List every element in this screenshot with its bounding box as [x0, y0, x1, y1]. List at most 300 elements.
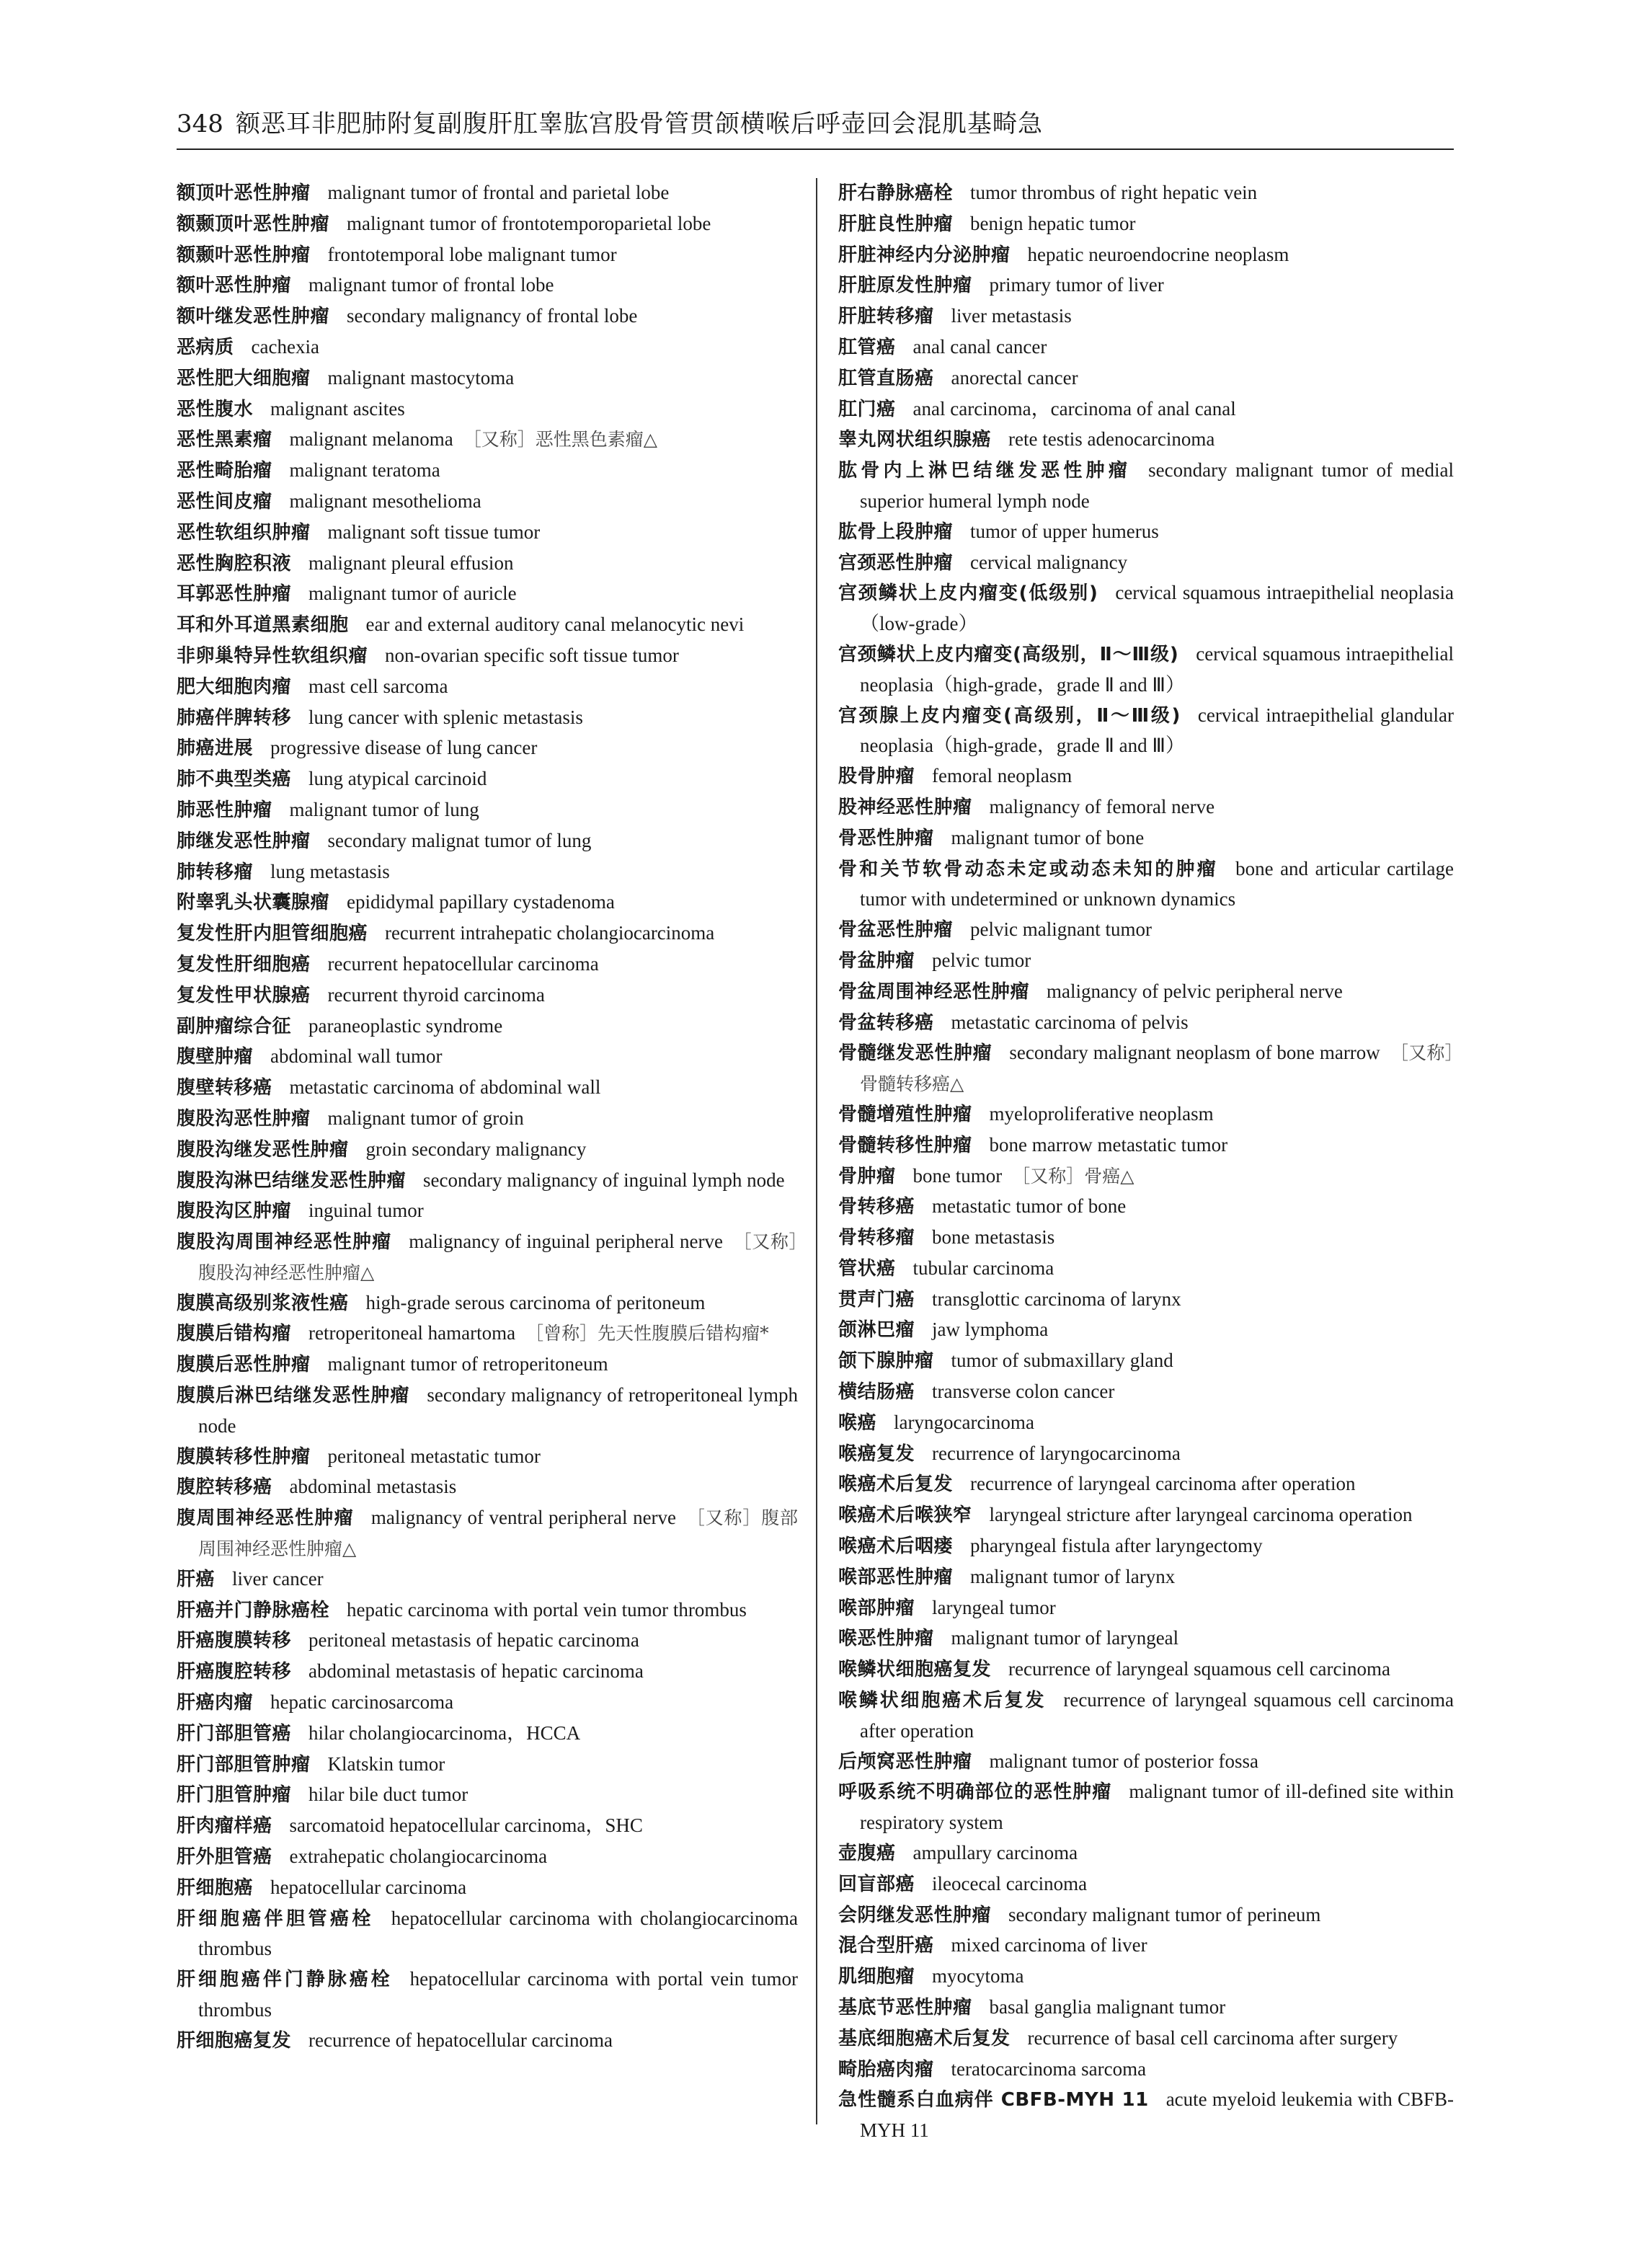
glossary-entry [177, 1564, 798, 1595]
entry-definition: malignant tumor of larynx [970, 1565, 1176, 1587]
entry-definition: abdominal wall tumor [270, 1045, 443, 1068]
entry-term: 腹股沟继发恶性肿瘤 [177, 1138, 349, 1161]
entry-term: 肝细胞癌伴门静脉癌栓 [177, 1969, 393, 1991]
glossary-entry [838, 915, 1454, 946]
entry-definition: hepatocellular carcinoma with portal vein tumor thrombus [198, 1968, 798, 2021]
entry-definition: malignancy of ventral peripheral nerve [370, 1507, 677, 1529]
entry-definition: femoral neoplasm [932, 765, 1073, 787]
glossary-entry [177, 1503, 798, 1564]
entry-definition: tumor of submaxillary gland [951, 1349, 1173, 1372]
entry-definition: anal canal cancer [912, 335, 1047, 358]
entry-definition: tumor thrombus of right hepatic vein [970, 182, 1258, 203]
glossary-entry [838, 1439, 1454, 1470]
entry-term: 骨和关节软骨动态未定或动态未知的肿瘤 [838, 858, 1219, 880]
entry-definition: metastatic carcinoma of pelvis [951, 1011, 1189, 1033]
entry-term: 肝肉瘤样癌 [177, 1815, 272, 1838]
glossary-entry [838, 1285, 1454, 1316]
glossary-entry [838, 332, 1454, 363]
entry-term: 肝细胞癌 [177, 1876, 254, 1899]
entry-definition: acute myeloid leukemia with CBFB-MYH 11 [860, 2088, 1455, 2142]
glossary-entry [177, 1318, 798, 1349]
entry-definition: lung metastasis [270, 860, 390, 882]
glossary-entry [838, 1931, 1454, 1962]
entry-definition: malignant ascites [270, 397, 405, 420]
entry-definition: bone and articular cartilage tumor with undetermined or unknown dynamics [860, 857, 1454, 910]
glossary-entry [838, 823, 1454, 854]
entry-definition: mixed carcinoma of liver [951, 1934, 1147, 1956]
entry-note: ［又称］骨癌△ [1012, 1165, 1134, 1187]
entry-term: 喉恶性肿瘤 [838, 1628, 934, 1650]
glossary-entry [177, 1811, 798, 1842]
entry-definition: cervical squamous intraepithelial neoplasia（low-grade） [860, 582, 1454, 635]
glossary-entry [838, 394, 1454, 425]
entry-definition: bone metastasis [932, 1226, 1055, 1249]
entry-term: 股神经恶性肿瘤 [838, 796, 972, 818]
entry-definition: pelvic malignant tumor [970, 918, 1152, 941]
glossary-entry [177, 1595, 798, 1626]
glossary-entry [838, 1654, 1454, 1685]
glossary-entry [838, 1161, 1454, 1192]
entry-term: 恶性软组织肿瘤 [177, 521, 311, 544]
entry-definition: pharyngeal fistula after laryngectomy [970, 1535, 1263, 1557]
entry-definition: teratocarcinoma sarcoma [951, 2057, 1147, 2080]
entry-definition: malignant tumor of frontal lobe [308, 274, 554, 296]
glossary-entry [177, 980, 798, 1011]
entry-definition: transglottic carcinoma of larynx [932, 1287, 1181, 1310]
entry-term: 骨髓增殖性肿瘤 [838, 1103, 972, 1125]
glossary-entry [177, 1688, 798, 1719]
entry-definition: secondary malignant tumor of medial superior humeral lymph node [860, 459, 1454, 512]
entry-term: 宫颈鳞状上皮内瘤变(高级别，Ⅱ～Ⅲ级) [838, 643, 1179, 665]
glossary-entry [177, 1042, 798, 1073]
glossary-entry [838, 2085, 1454, 2146]
entry-definition: ear and external auditory canal melanocytic nevi [365, 613, 745, 636]
glossary-entry [838, 1685, 1454, 1747]
entry-note: ［又称］腹部周围神经恶性肿瘤△ [198, 1507, 798, 1560]
entry-definition: malignant tumor of retroperitoneum [327, 1353, 608, 1375]
entry-definition: malignant melanoma [289, 428, 453, 451]
entry-definition: malignant pleural effusion [308, 551, 514, 574]
glossary-entry [838, 578, 1454, 639]
entry-definition: malignant tumor of ill-defined site within respiratory system [860, 1781, 1454, 1834]
entry-term: 喉鳞状细胞癌术后复发 [838, 1690, 1047, 1712]
entry-term: 喉癌术后喉狭窄 [838, 1504, 972, 1527]
entry-definition: malignant tumor of lung [289, 798, 479, 820]
entry-definition: recurrence of laryngeal squamous cell carcinoma after operation [860, 1689, 1454, 1742]
entry-term: 复发性甲状腺癌 [177, 984, 311, 1006]
entry-term: 骨转移癌 [838, 1196, 915, 1218]
entry-definition: hepatic carcinosarcoma [270, 1691, 454, 1714]
entry-term: 腹膜后淋巴结继发恶性肿瘤 [177, 1385, 410, 1407]
glossary-entry [177, 949, 798, 980]
entry-definition: recurrent intrahepatic cholangiocarcinoma [385, 922, 715, 944]
glossary-entry [177, 1227, 798, 1288]
glossary-entry [177, 1349, 798, 1380]
entry-term: 肝细胞癌复发 [177, 2029, 292, 2052]
glossary-entry [838, 301, 1454, 332]
entry-definition: transverse colon cancer [932, 1380, 1115, 1403]
glossary-entry [838, 1777, 1454, 1838]
entry-term: 畸胎癌肉瘤 [838, 2058, 934, 2080]
glossary-entry [838, 792, 1454, 823]
entry-term: 肝癌并门静脉癌栓 [177, 1599, 330, 1621]
entry-definition: myeloproliferative neoplasm [989, 1102, 1214, 1125]
entry-definition: ileocecal carcinoma [932, 1872, 1088, 1894]
entry-term: 肝门部胆管癌 [177, 1722, 292, 1745]
entry-term: 额叶继发恶性肿瘤 [177, 306, 330, 328]
entry-definition: retroperitoneal hamartoma [308, 1322, 516, 1344]
entry-term: 腹股沟淋巴结继发恶性肿瘤 [177, 1169, 407, 1192]
entry-term: 肺转移瘤 [177, 861, 254, 883]
entry-term: 肝右静脉癌栓 [838, 182, 954, 204]
glossary-entry [177, 209, 798, 240]
entry-term: 腹股沟周围神经恶性肿瘤 [177, 1231, 392, 1254]
entry-term: 喉癌复发 [838, 1442, 915, 1465]
entry-term: 骨髓转移性肿瘤 [838, 1134, 972, 1156]
entry-term: 骨髓继发恶性肿瘤 [838, 1042, 992, 1065]
entry-term: 肺癌伴脾转移 [177, 706, 292, 729]
glossary-entry [177, 1873, 798, 1904]
entry-term: 腹腔转移癌 [177, 1476, 272, 1499]
entry-term: 管状癌 [838, 1257, 896, 1280]
entry-definition: bone marrow metastatic tumor [989, 1133, 1228, 1156]
entry-term: 骨盆肿瘤 [838, 949, 915, 972]
glossary-entry [838, 2024, 1454, 2055]
glossary-entry [177, 1750, 798, 1781]
entry-definition: pelvic tumor [932, 949, 1031, 971]
glossary-entry [838, 1869, 1454, 1900]
entry-definition: recurrent thyroid carcinoma [327, 983, 545, 1006]
glossary-entry [838, 1838, 1454, 1869]
entry-term: 恶病质 [177, 336, 234, 358]
entry-definition: jaw lymphoma [932, 1318, 1049, 1341]
entry-definition: hilar bile duct tumor [308, 1783, 468, 1806]
entry-term: 肺不典型类癌 [177, 768, 292, 791]
entry-term: 肥大细胞肉瘤 [177, 675, 292, 698]
entry-term: 额颞叶恶性肿瘤 [177, 244, 311, 266]
glossary-entry [177, 518, 798, 549]
entry-definition: recurrence of basal cell carcinoma after surgery [1027, 2026, 1398, 2049]
glossary-entry [177, 1011, 798, 1042]
entry-definition: high-grade serous carcinoma of peritoneum [365, 1291, 706, 1313]
glossary-entry [838, 1469, 1454, 1500]
glossary-entry [177, 579, 798, 610]
entry-definition: malignant tumor of frontotemporoparietal lobe [347, 212, 711, 234]
column-divider [816, 178, 817, 2124]
entry-definition: recurrence of laryngeal squamous cell carcinoma [1008, 1658, 1390, 1680]
entry-definition: malignant mesothelioma [289, 489, 481, 512]
glossary-entry [838, 1008, 1454, 1039]
entry-definition: secondary malignancy of frontal lobe [347, 305, 638, 327]
entry-definition: abdominal metastasis [289, 1476, 457, 1498]
entry-definition: malignant tumor of frontal and parietal lobe [327, 182, 670, 203]
entry-term: 肝细胞癌伴胆管癌栓 [177, 1907, 374, 1930]
entry-definition: myocytoma [932, 1965, 1024, 1987]
entry-term: 肝脏良性肿瘤 [838, 213, 954, 235]
entry-definition: laryngeal tumor [932, 1596, 1056, 1618]
entry-term: 腹周围神经恶性肿瘤 [177, 1507, 354, 1530]
entry-term: 肝脏转移瘤 [838, 306, 934, 328]
entry-definition: ampullary carcinoma [912, 1842, 1078, 1864]
glossary-entry [177, 1104, 798, 1135]
entry-definition: malignancy of femoral nerve [989, 795, 1215, 817]
entry-term: 股骨肿瘤 [838, 766, 915, 788]
glossary-entry [838, 209, 1454, 240]
entry-term: 肛管直肠癌 [838, 367, 934, 389]
glossary-entry [177, 549, 798, 580]
entry-definition: malignant tumor of bone [951, 826, 1145, 848]
entry-term: 恶性腹水 [177, 398, 254, 420]
entry-term: 骨肿瘤 [838, 1165, 896, 1187]
glossary-entry [177, 826, 798, 857]
entry-definition: lung cancer with splenic metastasis [308, 706, 583, 728]
entry-definition: cervical intraepithelial glandular neoplasia（high-grade，grade Ⅱ and Ⅲ） [860, 704, 1454, 757]
entry-definition: recurrent hepatocellular carcinoma [327, 952, 599, 975]
entry-definition: malignant tumor of auricle [308, 582, 517, 605]
entry-note: ［曾称］先天性腹膜后错构瘤* [525, 1323, 769, 1344]
entry-definition: hepatocellular carcinoma with cholangiocarcinoma thrombus [198, 1907, 798, 1960]
entry-term: 喉癌术后咽瘘 [838, 1535, 954, 1558]
entry-definition: malignant tumor of posterior fossa [989, 1750, 1258, 1772]
entry-definition: secondary malignancy of retroperitoneal lymph node [198, 1384, 798, 1437]
entry-term: 腹股沟恶性肿瘤 [177, 1107, 311, 1130]
entry-term: 呼吸系统不明确部位的恶性肿瘤 [838, 1781, 1112, 1804]
entry-note: ［又称］腹股沟神经恶性肿瘤△ [198, 1231, 798, 1283]
glossary-entry [177, 918, 798, 949]
glossary-entry [838, 1038, 1454, 1099]
glossary-entry [838, 1623, 1454, 1654]
glossary-entry [177, 178, 798, 209]
glossary-entry [838, 1593, 1454, 1624]
entry-term: 横结肠癌 [838, 1381, 915, 1404]
entry-definition: liver cancer [232, 1567, 324, 1590]
entry-term: 恶性胸腔积液 [177, 552, 292, 575]
glossary-entry [177, 1842, 798, 1873]
entry-term: 肌细胞瘤 [838, 1966, 915, 1988]
entry-definition: liver metastasis [951, 305, 1072, 327]
entry-definition: secondary malignant tumor of perineum [1008, 1903, 1321, 1925]
entry-definition: hepatic neuroendocrine neoplasm [1027, 243, 1289, 265]
entry-term: 腹壁转移癌 [177, 1077, 272, 1099]
entry-term: 贯声门癌 [838, 1288, 915, 1311]
glossary-entry [177, 394, 798, 425]
entry-term: 肝癌 [177, 1568, 216, 1590]
glossary-entry [177, 1196, 798, 1227]
entry-definition: anorectal cancer [951, 366, 1078, 389]
entry-term: 肺癌进展 [177, 737, 254, 760]
entry-term: 耳郭恶性肿瘤 [177, 583, 292, 606]
glossary-entry [177, 1964, 798, 2026]
entry-term: 肛门癌 [838, 398, 896, 420]
entry-definition: bone tumor [912, 1164, 1003, 1187]
glossary-entry [838, 456, 1454, 517]
entry-definition: cervical malignancy [970, 551, 1128, 573]
entry-term: 喉癌 [838, 1411, 877, 1434]
entry-definition: metastatic tumor of bone [932, 1195, 1127, 1218]
entry-term: 宫颈腺上皮内瘤变(高级别，Ⅱ～Ⅲ级) [838, 704, 1181, 727]
glossary-entry [177, 270, 798, 301]
entry-term: 腹股沟区肿瘤 [177, 1200, 292, 1223]
entry-term: 基底细胞癌术后复发 [838, 2027, 1011, 2049]
entry-definition: malignant tumor of laryngeal [951, 1627, 1179, 1649]
glossary-entry [838, 178, 1454, 209]
glossary-entry [838, 1562, 1454, 1593]
entry-term: 喉部肿瘤 [838, 1597, 915, 1619]
glossary-entry [177, 641, 798, 672]
glossary-entry [838, 1346, 1454, 1377]
entry-definition: lung atypical carcinoid [308, 768, 487, 790]
entry-term: 回盲部癌 [838, 1873, 915, 1895]
glossary-entry [177, 332, 798, 363]
glossary-entry [838, 1962, 1454, 1993]
glossary-entry [177, 1904, 798, 1965]
left-column [177, 178, 798, 2057]
entry-term: 额颞顶叶恶性肿瘤 [177, 213, 330, 235]
glossary-entry [177, 301, 798, 332]
glossary-entry [838, 1747, 1454, 1778]
entry-note: ［又称］恶性黑色素瘤△ [463, 429, 657, 451]
entry-definition: recurrence of hepatocellular carcinoma [308, 2029, 613, 2051]
entry-term: 肝门部胆管肿瘤 [177, 1753, 311, 1776]
entry-term: 腹膜转移性肿瘤 [177, 1445, 311, 1468]
entry-definition: tubular carcinoma [912, 1256, 1054, 1279]
entry-term: 肱骨上段肿瘤 [838, 520, 954, 543]
entry-definition: progressive disease of lung cancer [270, 737, 538, 759]
entry-definition: epididymal papillary cystadenoma [347, 891, 615, 913]
entry-definition: malignancy of pelvic peripheral nerve [1047, 980, 1343, 1002]
glossary-entry [838, 1408, 1454, 1439]
entry-definition: metastatic carcinoma of abdominal wall [289, 1076, 601, 1099]
glossary-entry [838, 1099, 1454, 1130]
entry-definition: Klatskin tumor [327, 1752, 445, 1775]
glossary-entry [177, 487, 798, 518]
glossary-entry [838, 639, 1454, 701]
entry-term: 宫颈恶性肿瘤 [838, 551, 954, 574]
entry-term: 复发性肝内胆管细胞癌 [177, 923, 368, 945]
glossary-entry [177, 887, 798, 918]
glossary-entry [177, 1442, 798, 1473]
glossary-entry [177, 703, 798, 734]
entry-term: 骨恶性肿瘤 [838, 827, 934, 849]
entry-definition: peritoneal metastatic tumor [327, 1445, 541, 1467]
entry-definition: recurrence of laryngeal carcinoma after operation [970, 1473, 1356, 1495]
entry-definition: mast cell sarcoma [308, 675, 448, 697]
page-number: 348 [177, 110, 223, 138]
entry-definition: cachexia [251, 335, 319, 358]
entry-term: 混合型肝癌 [838, 1935, 934, 1957]
entry-term: 肝门胆管肿瘤 [177, 1784, 292, 1807]
glossary-entry [838, 1315, 1454, 1346]
entry-definition: secondary malignat tumor of lung [327, 829, 592, 851]
glossary-entry [838, 1900, 1454, 1931]
entry-definition: rete testis adenocarcinoma [1008, 428, 1215, 451]
glossary-entry [177, 795, 798, 826]
entry-definition: hepatocellular carcinoma [270, 1876, 467, 1898]
entry-term: 复发性肝细胞癌 [177, 953, 311, 975]
entry-term: 肺继发恶性肿瘤 [177, 830, 311, 852]
entry-term: 喉部恶性肿瘤 [838, 1566, 954, 1588]
entry-term: 腹膜后错构瘤 [177, 1323, 292, 1345]
entry-definition: frontotemporal lobe malignant tumor [327, 243, 617, 265]
glossary-entry [838, 548, 1454, 579]
glossary-entry [838, 854, 1454, 916]
entry-term: 肝脏原发性肿瘤 [838, 275, 972, 297]
entry-term: 肝癌腹腔转移 [177, 1661, 292, 1683]
entry-definition: tumor of upper humerus [970, 520, 1159, 542]
entry-term: 肛管癌 [838, 336, 896, 358]
entry-definition: inguinal tumor [308, 1200, 424, 1222]
entry-term: 急性髓系白血病伴 CBFB-MYH 11 [838, 2089, 1149, 2111]
glossary-entry [838, 977, 1454, 1008]
entry-definition: non-ovarian specific soft tissue tumor [385, 644, 679, 666]
entry-term: 非卵巢特异性软组织瘤 [177, 644, 368, 667]
entry-term: 耳和外耳道黑素细胞 [177, 614, 349, 637]
entry-term: 恶性间皮瘤 [177, 490, 272, 513]
glossary-entry [838, 2055, 1454, 2086]
glossary-entry [838, 363, 1454, 394]
glossary-entry [838, 517, 1454, 548]
entry-term: 腹膜高级别浆液性癌 [177, 1292, 349, 1314]
entry-definition: benign hepatic tumor [970, 212, 1136, 234]
entry-term: 肝脏神经内分泌肿瘤 [838, 244, 1011, 266]
glossary-entry [838, 1254, 1454, 1285]
right-column [838, 178, 1454, 2146]
entry-definition: malignant tumor of groin [327, 1107, 524, 1129]
entry-term: 会阴继发恶性肿瘤 [838, 1904, 992, 1926]
glossary-entry [838, 1130, 1454, 1161]
glossary-entry [177, 764, 798, 795]
glossary-entry [177, 456, 798, 487]
glossary-entry [838, 946, 1454, 977]
entry-term: 附睾乳头状囊腺瘤 [177, 892, 330, 914]
entry-term: 骨转移瘤 [838, 1227, 915, 1249]
entry-term: 基底节恶性肿瘤 [838, 1997, 972, 2019]
entry-term: 肺恶性肿瘤 [177, 799, 272, 821]
glossary-entry [177, 1719, 798, 1750]
entry-term: 喉鳞状细胞癌复发 [838, 1659, 992, 1681]
glossary-entry [838, 425, 1454, 456]
entry-term: 腹壁肿瘤 [177, 1046, 254, 1068]
glossary-entry [177, 2026, 798, 2057]
entry-definition: malignant soft tissue tumor [327, 520, 541, 543]
glossary-entry [838, 701, 1454, 762]
entry-term: 壶腹癌 [838, 1843, 896, 1865]
entry-term: 颌下腺肿瘤 [838, 1350, 934, 1373]
entry-term: 后颅窝恶性肿瘤 [838, 1750, 972, 1773]
glossary-entry [177, 425, 798, 456]
entry-definition: groin secondary malignancy [365, 1138, 587, 1160]
glossary-entry [177, 610, 798, 641]
entry-definition: extrahepatic cholangiocarcinoma [289, 1845, 548, 1868]
entry-definition: basal ganglia malignant tumor [989, 1996, 1226, 2018]
glossary-entry [177, 1073, 798, 1104]
entry-term: 肝外胆管癌 [177, 1846, 272, 1869]
entry-term: 恶性肥大细胞瘤 [177, 367, 311, 389]
glossary-entry [838, 270, 1454, 301]
entry-term: 肝癌肉瘤 [177, 1692, 254, 1714]
glossary-entry [177, 1288, 798, 1319]
glossary-entry [838, 1500, 1454, 1531]
entry-definition: hepatic carcinoma with portal vein tumor thrombus [347, 1598, 747, 1621]
entry-definition: hilar cholangiocarcinoma，HCCA [308, 1721, 581, 1744]
glossary-entry [177, 1166, 798, 1197]
entry-definition: peritoneal metastasis of hepatic carcinoma [308, 1629, 639, 1652]
entry-definition: recurrence of laryngocarcinoma [932, 1442, 1181, 1464]
entry-definition: paraneoplastic syndrome [308, 1014, 503, 1037]
page-header [177, 108, 1454, 150]
entry-term: 腹膜后恶性肿瘤 [177, 1354, 311, 1376]
entry-definition: primary tumor of liver [989, 274, 1164, 296]
